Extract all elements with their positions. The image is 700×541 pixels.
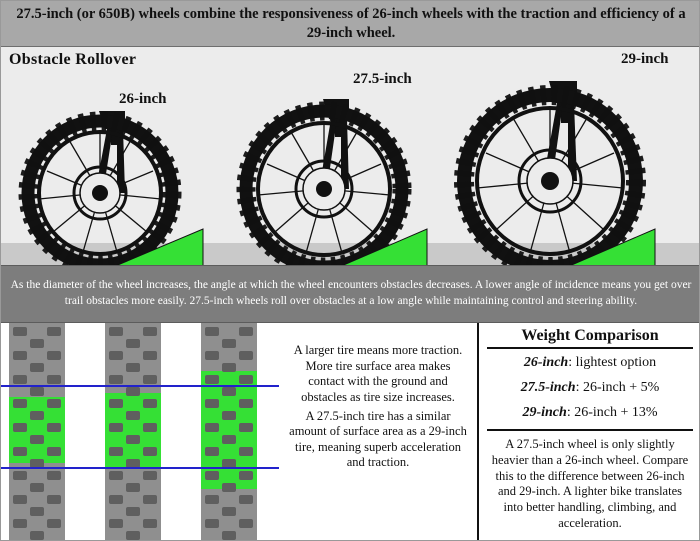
weight-comparison-panel: [477, 323, 700, 541]
weight-row-275-value: : 26-inch + 5%: [575, 379, 660, 395]
header-banner: [1, 1, 700, 47]
measure-line-bottom: [1, 467, 279, 469]
weight-row-26-value: : lightest option: [568, 355, 657, 370]
tire-29: [201, 323, 257, 541]
weight-divider-bottom: [487, 429, 693, 431]
obstacle-rollover-panel: [1, 47, 700, 265]
tire-26: [9, 323, 65, 541]
wheel-label-29: 29-inch: [621, 51, 669, 67]
traction-text-block: [279, 323, 477, 541]
rollover-title: Obstacle Rollover: [9, 51, 137, 68]
traction-paragraph-2: A 27.5-inch tire has a similar amount of surface area as a 29-inch tire, meaning superb acceleration and traction.: [289, 408, 467, 470]
wheel-graphic-275: [229, 97, 461, 265]
weight-row-275-size: 27.5-inch: [520, 379, 576, 395]
weight-row-26-size: 26-inch: [523, 355, 569, 370]
wheel-graphic-29: [449, 79, 699, 265]
weight-row-275: [487, 380, 693, 397]
traction-paragraph-1: A larger tire means more traction. More tire surface area makes contact with the ground and obstacles as tire size increases.: [293, 343, 463, 404]
weight-note: A 27.5-inch wheel is only slightly heavier than a 26-inch wheel. Compare this to the difference between 26-inch and 29-inch. A lighter bike translates into better handling, climbing, and acceleration.: [491, 437, 689, 530]
caption-band: [1, 265, 700, 323]
tread-pattern-29: [201, 323, 257, 541]
header-title: 27.5-inch (or 650B) wheels combine the responsiveness of 26-inch wheels with the traction and efficiency of a 29-inch wheel.: [16, 6, 686, 41]
measure-line-top: [1, 385, 279, 387]
wheel-label-275: 27.5-inch: [353, 71, 412, 87]
weight-row-26: [487, 355, 693, 372]
contact-patch-diagram: [1, 323, 279, 541]
weight-comparison-title: Weight Comparison: [521, 327, 659, 344]
tread-pattern-26: [9, 323, 65, 541]
caption-text: As the diameter of the wheel increases, the angle at which the wheel encounters obstacles decreases. A lower angle of incidence means you get over trail obstacles more easily. 27.5-inch wheels roll over obstacles at a low angle while maintaining control and steering ability.: [10, 279, 692, 307]
weight-row-29-size: 29-inch: [522, 404, 567, 420]
tire-275: [105, 323, 161, 541]
weight-row-29-value: : 26-inch + 13%: [566, 404, 658, 420]
wheel-graphic-26: [7, 109, 229, 265]
weight-divider-top: [487, 347, 693, 349]
tread-pattern-275: [105, 323, 161, 541]
weight-row-29: [487, 405, 693, 422]
wheel-label-26: 26-inch: [119, 91, 167, 107]
bottom-section: [1, 323, 700, 541]
